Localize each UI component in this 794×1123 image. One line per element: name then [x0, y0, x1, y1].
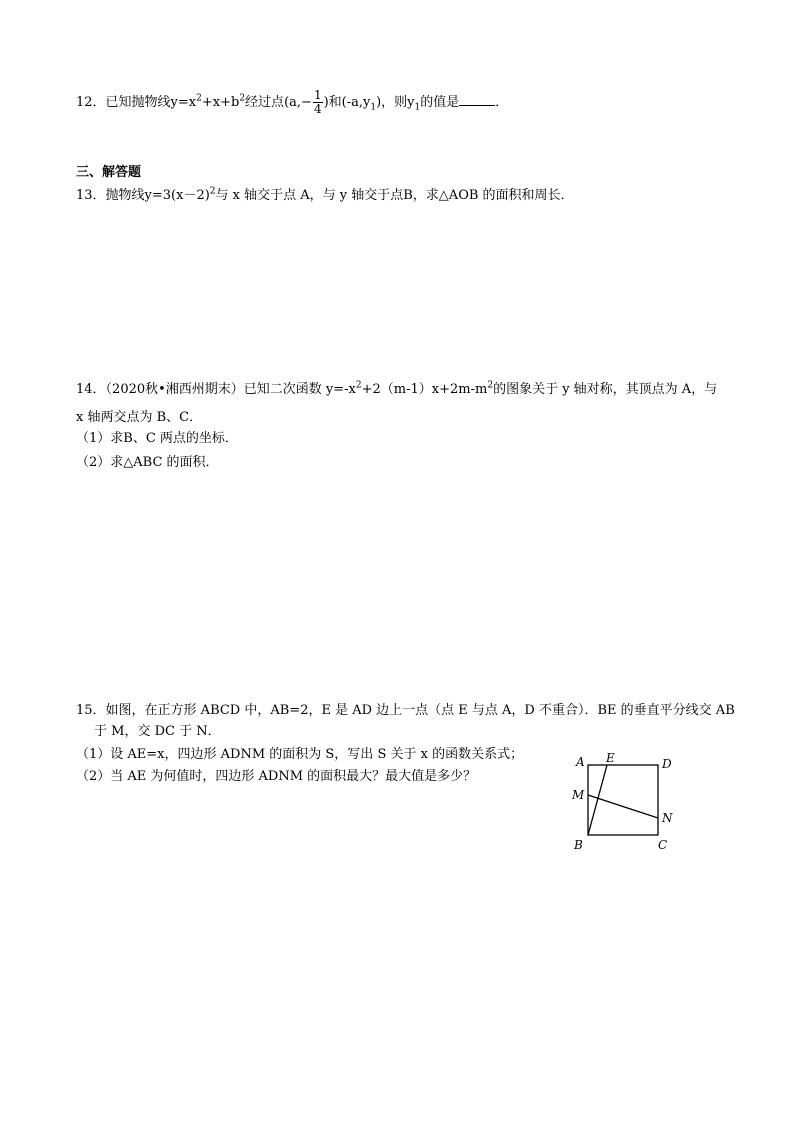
- q12-expr-a: y=x: [170, 95, 197, 110]
- q12-sub-b: 1: [414, 102, 421, 113]
- q12-sup-a: 2: [196, 93, 202, 104]
- q14-sup-b: 2: [487, 380, 494, 391]
- segment-mn: [588, 795, 658, 818]
- q14-sup-a: 2: [355, 380, 362, 391]
- label-b: B: [574, 838, 583, 852]
- label-m: M: [572, 788, 585, 802]
- q12-sub-a: 1: [370, 102, 377, 113]
- q13-text: 13．抛物线y=3(x－2): [76, 188, 210, 203]
- q12-point1-b: )和(-a,y: [323, 95, 371, 110]
- question-14-sub2: （2）求△ABC 的面积．: [76, 455, 219, 470]
- q14-line1-c: 的图象关于 y 轴对称，其顶点为 A，与: [493, 382, 718, 397]
- square-abcd-figure: [566, 745, 686, 857]
- question-14-line1: [76, 381, 717, 399]
- label-e: E: [606, 751, 615, 765]
- q12-number: 12．已知抛物线: [76, 95, 171, 110]
- q14-line1-b: +2（m-1）x+2m-m: [361, 382, 488, 397]
- q12-end: ．: [495, 95, 509, 110]
- question-14-line2: x 轴两交点为 B、C．: [76, 410, 203, 425]
- question-15-sub1: （1）设 AE=x，四边形 ADNM 的面积为 S，写出 S 关于 x 的函数关系式；: [76, 747, 524, 762]
- q14-line1-a: 14．（2020秋•湘西州期末）已知二次函数 y=-x: [76, 382, 356, 397]
- question-12: [76, 89, 508, 116]
- label-n: N: [662, 811, 673, 825]
- q12-sup-b: 2: [239, 93, 246, 104]
- q12-expr-b: +x+b: [201, 95, 240, 110]
- section-heading: 三、解答题: [76, 165, 142, 180]
- q13-rest: 与 x 轴交于点 A，与 y 轴交于点B，求△AOB 的面积和周长．: [215, 188, 574, 203]
- question-15-line1: 15．如图，在正方形 ABCD 中，AB=2，E 是 AD 边上一点（点 E 与点 A，D 不重合）．BE 的垂直平分线交 AB: [76, 703, 735, 718]
- question-15-line2: 于 M，交 DC 于 N．: [94, 724, 221, 739]
- q12-answer-blank: [459, 93, 495, 106]
- q12-tail: 的值是: [420, 95, 460, 110]
- question-14-sub1: （1）求B、C 两点的坐标．: [76, 431, 238, 446]
- q12-point2: )，则y: [376, 95, 415, 110]
- label-c: C: [658, 838, 668, 852]
- q12-minus: −: [301, 95, 312, 110]
- q12-expr-c: 经过点: [245, 95, 285, 110]
- q12-frac-num: 1: [313, 88, 322, 102]
- square-abcd: [588, 765, 658, 835]
- label-a: A: [576, 755, 585, 769]
- question-13: [76, 187, 574, 205]
- q12-fraction: [313, 89, 323, 116]
- label-d: D: [662, 757, 672, 771]
- question-15-sub2: （2）当 AE 为何值时，四边形 ADNM 的面积最大？最大值是多少？: [76, 769, 477, 784]
- q13-sup: 2: [209, 186, 216, 197]
- q12-frac-den: 4: [313, 102, 322, 116]
- q12-point1-a: (a,: [284, 95, 302, 110]
